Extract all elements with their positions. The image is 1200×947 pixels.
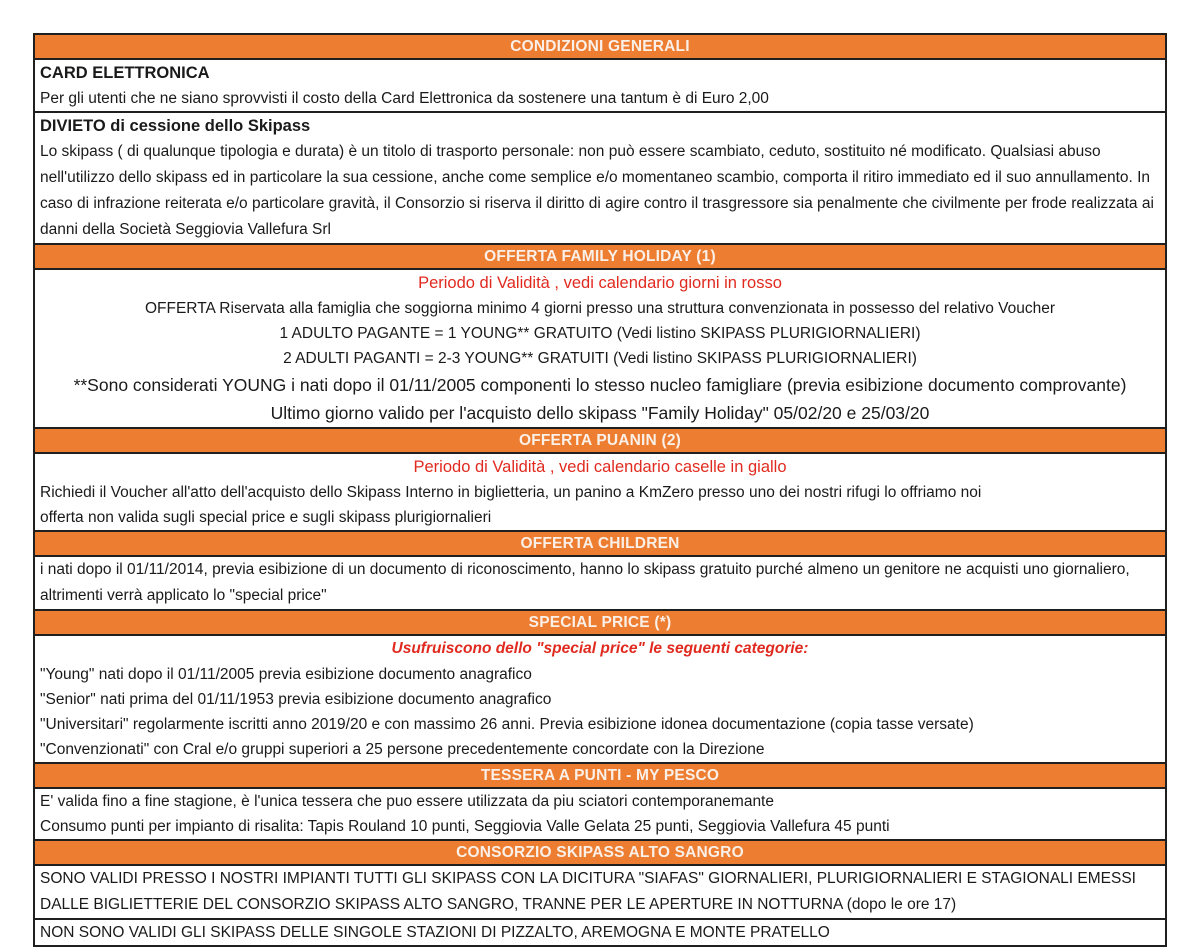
section-header: TESSERA A PUNTI - MY PESCO <box>35 762 1165 789</box>
section-header: CONSORZIO SKIPASS ALTO SANGRO <box>35 839 1165 866</box>
section-header: OFFERTA FAMILY HOLIDAY (1) <box>35 243 1165 270</box>
text-row: 2 ADULTI PAGANTI = 2-3 YOUNG** GRATUITI (Vedi listino SKIPASS PLURIGIORNALIERI) <box>35 346 1165 371</box>
text-row: Usufruiscono dello "special price" le seguenti categorie: <box>35 636 1165 662</box>
text-row: "Convenzionati" con Cral e/o gruppi superiori a 25 persone precedentemente concordate con la Direzione <box>35 737 1165 762</box>
text-row: DIVIETO di cessione dello Skipass <box>35 113 1165 139</box>
text-row: E' valida fino a fine stagione, è l'unica tessera che puo essere utilizzata da piu sciatori contemporanemante <box>35 789 1165 814</box>
section-header: OFFERTA CHILDREN <box>35 530 1165 557</box>
text-row: "Senior" nati prima del 01/11/1953 previa esibizione documento anagrafico <box>35 687 1165 712</box>
text-row: i nati dopo il 01/11/2014, previa esibizione di un documento di riconoscimento, hanno lo skipass gratuito purché almeno un genitore ne acquisti uno giornaliero, altrimenti verrà applicato lo "special price" <box>35 557 1165 609</box>
text-row: 1 ADULTO PAGANTE = 1 YOUNG** GRATUITO (Vedi listino SKIPASS PLURIGIORNALIERI) <box>35 321 1165 346</box>
text-row: Periodo di Validità , vedi calendario giorni in rosso <box>35 270 1165 296</box>
text-row: Periodo di Validità , vedi calendario caselle in giallo <box>35 454 1165 480</box>
text-row: Ultimo giorno valido per l'acquisto dello skipass "Family Holiday" 05/02/20 e 25/03/20 <box>35 399 1165 427</box>
section-header: CONDIZIONI GENERALI <box>35 35 1165 60</box>
text-row: SONO VALIDI PRESSO I NOSTRI IMPIANTI TUTTI GLI SKIPASS CON LA DICITURA "SIAFAS" GIORNALIERI, PLURIGIORNALIERI E STAGIONALI EMESSI DALLE BIGLIETTERIE DEL CONSORZIO SKIPASS ALTO SANGRO, TRANNE PER LE APERTURE IN NOTTURNA (dopo le ore 17) <box>35 866 1165 920</box>
text-row: offerta non valida sugli special price e sugli skipass plurigiornalieri <box>35 505 1165 530</box>
text-row: Richiedi il Voucher all'atto dell'acquisto dello Skipass Interno in biglietteria, un panino a KmZero presso uno dei nostri rifugi lo offriamo noi <box>35 480 1165 505</box>
text-row: Lo skipass ( di qualunque tipologia e durata) è un titolo di trasporto personale: non può essere scambiato, ceduto, sostituito né modificato. Qualsiasi abuso nell'utilizzo dello skipass ed in particolare la sua cessione, anche come semplice e/o momentaneo scambio, comporta il ritiro immediato ed il suo annullamento. In caso di infrazione reiterata e/o particolare gravità, il Consorzio si riserva il diritto di agire contro il trasgressore sia penalmente che civilmente per frode realizzata ai danni della Società Seggiovia Vallefura Srl <box>35 139 1165 243</box>
text-row: **Sono considerati YOUNG i nati dopo il 01/11/2005 componenti lo stesso nucleo famigliare (previa esibizione documento comprovante) <box>35 371 1165 399</box>
text-row: "Young" nati dopo il 01/11/2005 previa esibizione documento anagrafico <box>35 662 1165 687</box>
text-row: NON SONO VALIDI GLI SKIPASS DELLE SINGOLE STAZIONI DI PIZZALTO, AREMOGNA E MONTE PRATELLO <box>35 920 1165 945</box>
text-row: Per gli utenti che ne siano sprovvisti il costo della Card Elettronica da sostenere una tantum è di Euro 2,00 <box>35 86 1165 113</box>
section-header: SPECIAL PRICE (*) <box>35 609 1165 636</box>
text-row: CARD ELETTRONICA <box>35 60 1165 86</box>
section-header: OFFERTA PUANIN (2) <box>35 427 1165 454</box>
text-row: Consumo punti per impianto di risalita: Tapis Rouland 10 punti, Seggiovia Valle Gelata 25 punti, Seggiovia Vallefura 45 punti <box>35 814 1165 839</box>
text-row: OFFERTA Riservata alla famiglia che soggiorna minimo 4 giorni presso una struttura convenzionata in possesso del relativo Voucher <box>35 296 1165 321</box>
conditions-table <box>33 33 1167 947</box>
text-row: "Universitari" regolarmente iscritti anno 2019/20 e con massimo 26 anni. Previa esibizione idonea documentazione (copia tasse versate) <box>35 712 1165 737</box>
